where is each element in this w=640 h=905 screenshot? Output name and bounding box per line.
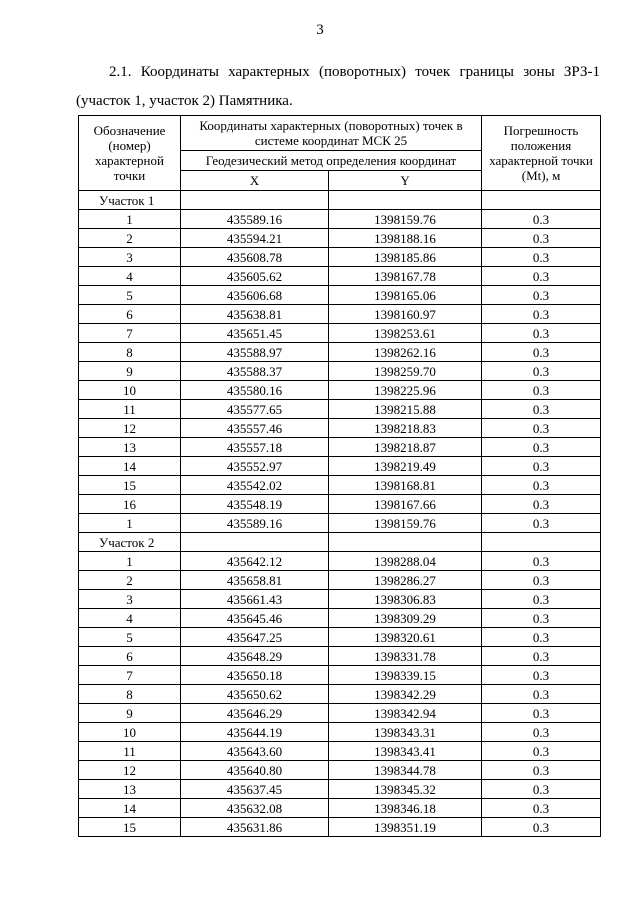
point-number-cell: 4 bbox=[79, 267, 181, 286]
y-cell: 1398342.29 bbox=[329, 685, 482, 704]
y-cell: 1398343.31 bbox=[329, 723, 482, 742]
error-cell: 0.3 bbox=[482, 552, 601, 571]
table-row bbox=[79, 571, 601, 590]
table-row bbox=[79, 685, 601, 704]
heading-word: Координаты bbox=[140, 64, 219, 80]
point-number-cell: 15 bbox=[79, 476, 181, 495]
table-row bbox=[79, 609, 601, 628]
table-row bbox=[79, 780, 601, 799]
point-number-cell: 9 bbox=[79, 704, 181, 723]
point-number-cell: 10 bbox=[79, 381, 181, 400]
error-cell: 0.3 bbox=[482, 666, 601, 685]
heading-word: характерных bbox=[228, 64, 310, 80]
error-cell: 0.3 bbox=[482, 780, 601, 799]
section-row bbox=[79, 533, 601, 552]
table-header bbox=[79, 116, 601, 191]
table-row bbox=[79, 457, 601, 476]
empty-cell bbox=[482, 191, 601, 210]
x-cell: 435548.19 bbox=[181, 495, 329, 514]
section-heading bbox=[76, 58, 600, 116]
table-row bbox=[79, 400, 601, 419]
empty-cell bbox=[181, 191, 329, 210]
point-number-cell: 1 bbox=[79, 210, 181, 229]
heading-word: точек bbox=[415, 64, 451, 80]
table-row bbox=[79, 628, 601, 647]
error-cell: 0.3 bbox=[482, 324, 601, 343]
table-row bbox=[79, 590, 601, 609]
table-row bbox=[79, 742, 601, 761]
point-number-cell: 7 bbox=[79, 666, 181, 685]
table-row bbox=[79, 495, 601, 514]
point-number-cell: 13 bbox=[79, 438, 181, 457]
y-cell: 1398351.19 bbox=[329, 818, 482, 837]
y-cell: 1398306.83 bbox=[329, 590, 482, 609]
y-cell: 1398218.83 bbox=[329, 419, 482, 438]
x-cell: 435648.29 bbox=[181, 647, 329, 666]
table-row bbox=[79, 419, 601, 438]
point-number-cell: 12 bbox=[79, 419, 181, 438]
error-cell: 0.3 bbox=[482, 343, 601, 362]
y-cell: 1398160.97 bbox=[329, 305, 482, 324]
x-cell: 435588.97 bbox=[181, 343, 329, 362]
error-cell: 0.3 bbox=[482, 742, 601, 761]
section-title: Участок 1 bbox=[79, 191, 181, 210]
x-cell: 435661.43 bbox=[181, 590, 329, 609]
y-cell: 1398218.87 bbox=[329, 438, 482, 457]
table-row bbox=[79, 229, 601, 248]
x-cell: 435658.81 bbox=[181, 571, 329, 590]
x-cell: 435650.62 bbox=[181, 685, 329, 704]
heading-line-1 bbox=[76, 58, 600, 87]
coordinate-system-header: Координаты характерных (поворотных) точек в системе координат МСК 25 bbox=[181, 116, 482, 151]
y-cell: 1398188.16 bbox=[329, 229, 482, 248]
error-cell: 0.3 bbox=[482, 799, 601, 818]
point-number-cell: 11 bbox=[79, 400, 181, 419]
error-cell: 0.3 bbox=[482, 818, 601, 837]
error-cell: 0.3 bbox=[482, 590, 601, 609]
x-cell: 435646.29 bbox=[181, 704, 329, 723]
error-cell: 0.3 bbox=[482, 514, 601, 533]
heading-word: (поворотных) bbox=[318, 64, 406, 80]
x-cell: 435632.08 bbox=[181, 799, 329, 818]
section-row bbox=[79, 191, 601, 210]
table-row bbox=[79, 381, 601, 400]
x-cell: 435644.19 bbox=[181, 723, 329, 742]
table-row bbox=[79, 343, 601, 362]
table-row bbox=[79, 248, 601, 267]
error-cell: 0.3 bbox=[482, 419, 601, 438]
x-cell: 435650.18 bbox=[181, 666, 329, 685]
table-row bbox=[79, 818, 601, 837]
heading-word: ЗРЗ-1 bbox=[563, 64, 600, 80]
error-cell: 0.3 bbox=[482, 210, 601, 229]
error-cell: 0.3 bbox=[482, 362, 601, 381]
empty-cell bbox=[329, 191, 482, 210]
point-number-cell: 4 bbox=[79, 609, 181, 628]
y-cell: 1398165.06 bbox=[329, 286, 482, 305]
x-cell: 435642.12 bbox=[181, 552, 329, 571]
point-number-cell: 7 bbox=[79, 324, 181, 343]
point-number-cell: 6 bbox=[79, 647, 181, 666]
error-cell: 0.3 bbox=[482, 704, 601, 723]
table-body bbox=[79, 191, 601, 837]
error-cell: 0.3 bbox=[482, 400, 601, 419]
x-cell: 435640.80 bbox=[181, 761, 329, 780]
point-number-cell: 13 bbox=[79, 780, 181, 799]
table-row bbox=[79, 305, 601, 324]
x-cell: 435577.65 bbox=[181, 400, 329, 419]
point-number-header: Обозначение (номер) характерной точки bbox=[79, 116, 181, 191]
error-cell: 0.3 bbox=[482, 571, 601, 590]
y-cell: 1398309.29 bbox=[329, 609, 482, 628]
x-cell: 435557.18 bbox=[181, 438, 329, 457]
y-cell: 1398331.78 bbox=[329, 647, 482, 666]
table-row bbox=[79, 666, 601, 685]
x-cell: 435580.16 bbox=[181, 381, 329, 400]
error-cell: 0.3 bbox=[482, 381, 601, 400]
point-number-cell: 2 bbox=[79, 571, 181, 590]
x-cell: 435643.60 bbox=[181, 742, 329, 761]
table-row bbox=[79, 723, 601, 742]
error-cell: 0.3 bbox=[482, 628, 601, 647]
table-row bbox=[79, 267, 601, 286]
error-cell: 0.3 bbox=[482, 761, 601, 780]
y-cell: 1398320.61 bbox=[329, 628, 482, 647]
point-number-cell: 8 bbox=[79, 343, 181, 362]
point-number-cell: 5 bbox=[79, 286, 181, 305]
x-cell: 435631.86 bbox=[181, 818, 329, 837]
error-header: Погрешность положения характерной точки (Mt), м bbox=[482, 116, 601, 191]
error-cell: 0.3 bbox=[482, 248, 601, 267]
table-row bbox=[79, 552, 601, 571]
y-cell: 1398345.32 bbox=[329, 780, 482, 799]
y-cell: 1398346.18 bbox=[329, 799, 482, 818]
y-cell: 1398342.94 bbox=[329, 704, 482, 723]
x-cell: 435605.62 bbox=[181, 267, 329, 286]
y-cell: 1398286.27 bbox=[329, 571, 482, 590]
point-number-cell: 5 bbox=[79, 628, 181, 647]
error-cell: 0.3 bbox=[482, 305, 601, 324]
table-row bbox=[79, 476, 601, 495]
error-cell: 0.3 bbox=[482, 495, 601, 514]
method-header: Геодезический метод определения координат bbox=[181, 151, 482, 171]
x-cell: 435608.78 bbox=[181, 248, 329, 267]
x-cell: 435645.46 bbox=[181, 609, 329, 628]
x-cell: 435557.46 bbox=[181, 419, 329, 438]
error-cell: 0.3 bbox=[482, 685, 601, 704]
table-row bbox=[79, 362, 601, 381]
error-cell: 0.3 bbox=[482, 647, 601, 666]
point-number-cell: 6 bbox=[79, 305, 181, 324]
y-cell: 1398215.88 bbox=[329, 400, 482, 419]
error-cell: 0.3 bbox=[482, 457, 601, 476]
x-cell: 435589.16 bbox=[181, 514, 329, 533]
point-number-cell: 14 bbox=[79, 799, 181, 818]
x-cell: 435594.21 bbox=[181, 229, 329, 248]
coordinates-table bbox=[78, 115, 601, 837]
y-cell: 1398225.96 bbox=[329, 381, 482, 400]
x-header: X bbox=[181, 171, 329, 191]
y-cell: 1398262.16 bbox=[329, 343, 482, 362]
x-cell: 435606.68 bbox=[181, 286, 329, 305]
y-cell: 1398168.81 bbox=[329, 476, 482, 495]
table-row bbox=[79, 210, 601, 229]
y-cell: 1398159.76 bbox=[329, 210, 482, 229]
table-row bbox=[79, 514, 601, 533]
point-number-cell: 10 bbox=[79, 723, 181, 742]
point-number-cell: 3 bbox=[79, 590, 181, 609]
x-cell: 435637.45 bbox=[181, 780, 329, 799]
error-cell: 0.3 bbox=[482, 286, 601, 305]
y-cell: 1398219.49 bbox=[329, 457, 482, 476]
point-number-cell: 8 bbox=[79, 685, 181, 704]
point-number-cell: 15 bbox=[79, 818, 181, 837]
point-number-cell: 3 bbox=[79, 248, 181, 267]
heading-word: 2.1. bbox=[109, 64, 132, 80]
table-row bbox=[79, 799, 601, 818]
empty-cell bbox=[482, 533, 601, 552]
table-row bbox=[79, 761, 601, 780]
error-cell: 0.3 bbox=[482, 476, 601, 495]
y-cell: 1398288.04 bbox=[329, 552, 482, 571]
point-number-cell: 9 bbox=[79, 362, 181, 381]
x-cell: 435552.97 bbox=[181, 457, 329, 476]
y-cell: 1398167.66 bbox=[329, 495, 482, 514]
x-cell: 435589.16 bbox=[181, 210, 329, 229]
y-header: Y bbox=[329, 171, 482, 191]
x-cell: 435542.02 bbox=[181, 476, 329, 495]
y-cell: 1398253.61 bbox=[329, 324, 482, 343]
table-row bbox=[79, 438, 601, 457]
x-cell: 435647.25 bbox=[181, 628, 329, 647]
point-number-cell: 2 bbox=[79, 229, 181, 248]
table-row bbox=[79, 286, 601, 305]
table-row bbox=[79, 647, 601, 666]
y-cell: 1398159.76 bbox=[329, 514, 482, 533]
section-title: Участок 2 bbox=[79, 533, 181, 552]
point-number-cell: 16 bbox=[79, 495, 181, 514]
y-cell: 1398344.78 bbox=[329, 761, 482, 780]
error-cell: 0.3 bbox=[482, 267, 601, 286]
y-cell: 1398185.86 bbox=[329, 248, 482, 267]
table-row bbox=[79, 324, 601, 343]
y-cell: 1398339.15 bbox=[329, 666, 482, 685]
page-number: 3 bbox=[316, 22, 324, 38]
x-cell: 435588.37 bbox=[181, 362, 329, 381]
point-number-cell: 11 bbox=[79, 742, 181, 761]
heading-word: зоны bbox=[523, 64, 555, 80]
point-number-cell: 1 bbox=[79, 514, 181, 533]
heading-word: границы bbox=[459, 64, 514, 80]
y-cell: 1398343.41 bbox=[329, 742, 482, 761]
y-cell: 1398167.78 bbox=[329, 267, 482, 286]
x-cell: 435651.45 bbox=[181, 324, 329, 343]
error-cell: 0.3 bbox=[482, 229, 601, 248]
error-cell: 0.3 bbox=[482, 438, 601, 457]
y-cell: 1398259.70 bbox=[329, 362, 482, 381]
empty-cell bbox=[329, 533, 482, 552]
table-row bbox=[79, 704, 601, 723]
error-cell: 0.3 bbox=[482, 609, 601, 628]
point-number-cell: 12 bbox=[79, 761, 181, 780]
error-cell: 0.3 bbox=[482, 723, 601, 742]
heading-line-2: (участок 1, участок 2) Памятника. bbox=[76, 93, 293, 109]
empty-cell bbox=[181, 533, 329, 552]
point-number-cell: 1 bbox=[79, 552, 181, 571]
x-cell: 435638.81 bbox=[181, 305, 329, 324]
point-number-cell: 14 bbox=[79, 457, 181, 476]
